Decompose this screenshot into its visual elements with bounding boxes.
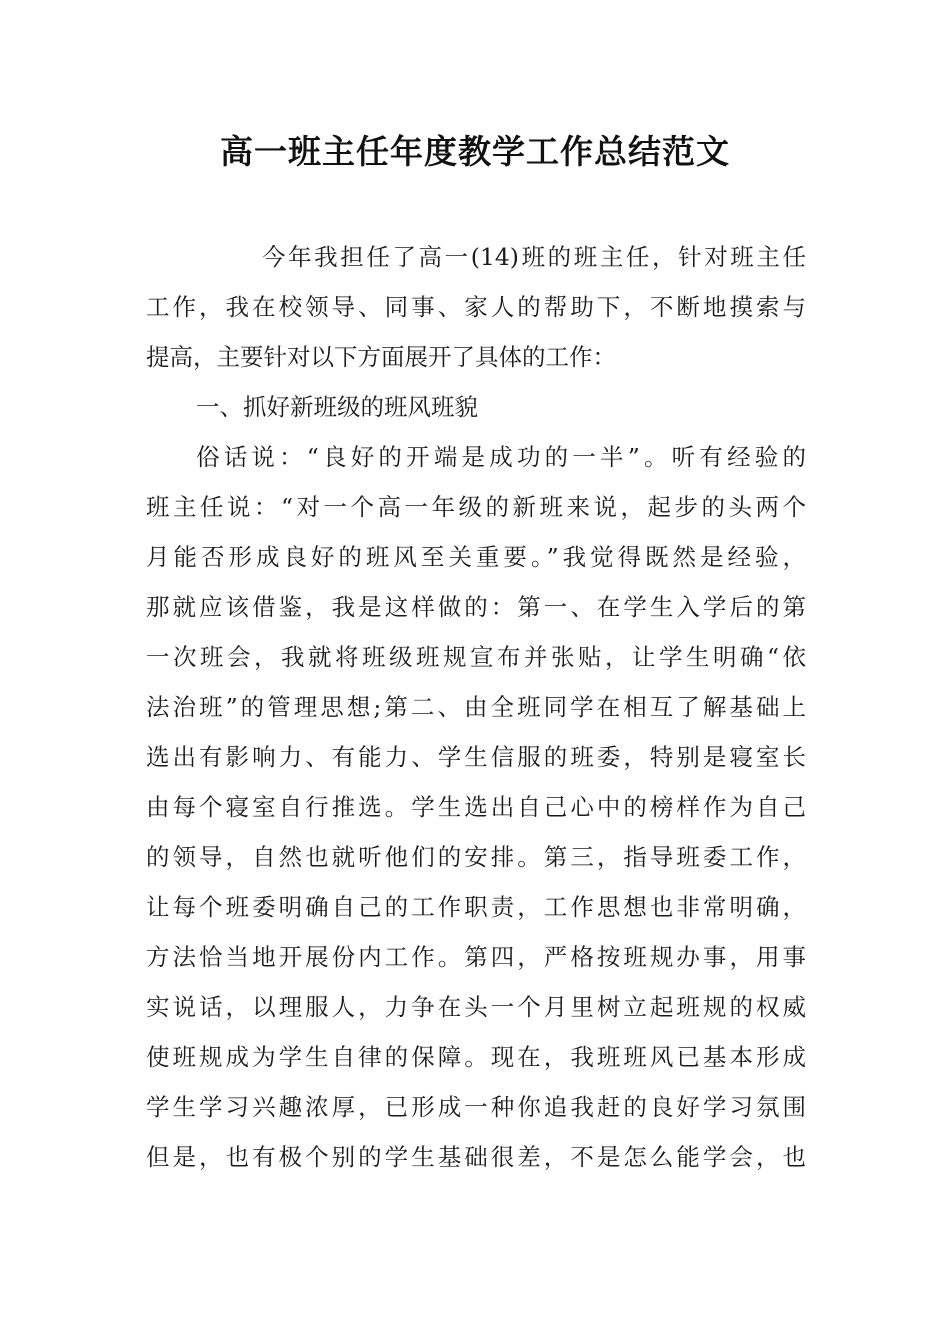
paragraph-line: 那就应该借鉴，我是这样做的：第一、在学生入学后的第 (146, 593, 806, 621)
paragraph-line: 工作，我在校领导、同事、家人的帮助下，不断地摸索与 (146, 293, 806, 321)
paragraph-line: 法治班”的管理思想;第二、由全班同学在相互了解基础上 (146, 693, 806, 721)
section-heading: 一、抓好新班级的班风班貌 (196, 393, 478, 421)
paragraph-line: 使班规成为学生自律的保障。现在，我班班风已基本形成 (146, 1043, 806, 1071)
paragraph-line: 但是，也有极个别的学生基础很差，不是怎么能学会，也 (146, 1143, 806, 1171)
paragraph-line: 的领导，自然也就听他们的安排。第三，指导班委工作， (146, 843, 806, 871)
paragraph-line: 提高，主要针对以下方面展开了具体的工作： (146, 343, 616, 371)
paragraph-line: 让每个班委明确自己的工作职责，工作思想也非常明确， (146, 893, 806, 921)
paragraph-line: 实说话，以理服人，力争在头一个月里树立起班规的权威 (146, 993, 806, 1021)
paragraph-line: 今年我担任了高一(14)班的班主任，针对班主任 (262, 243, 806, 271)
paragraph-line: 俗话说：“良好的开端是成功的一半”。听有经验的 (196, 443, 806, 471)
document-title: 高一班主任年度教学工作总结范文 (220, 132, 730, 171)
paragraph-line: 学生学习兴趣浓厚，已形成一种你追我赶的良好学习氛围 (146, 1093, 806, 1121)
paragraph-line: 一次班会，我就将班级班规宣布并张贴，让学生明确“依 (146, 643, 806, 671)
paragraph-line: 选出有影响力、有能力、学生信服的班委，特别是寝室长 (146, 743, 806, 771)
paragraph-line: 由每个寝室自行推选。学生选出自己心中的榜样作为自己 (146, 793, 806, 821)
paragraph-line: 班主任说：“对一个高一年级的新班来说，起步的头两个 (146, 493, 806, 521)
paragraph-line: 月能否形成良好的班风至关重要。”我觉得既然是经验， (146, 543, 806, 571)
paragraph-line: 方法恰当地开展份内工作。第四，严格按班规办事，用事 (146, 943, 806, 971)
